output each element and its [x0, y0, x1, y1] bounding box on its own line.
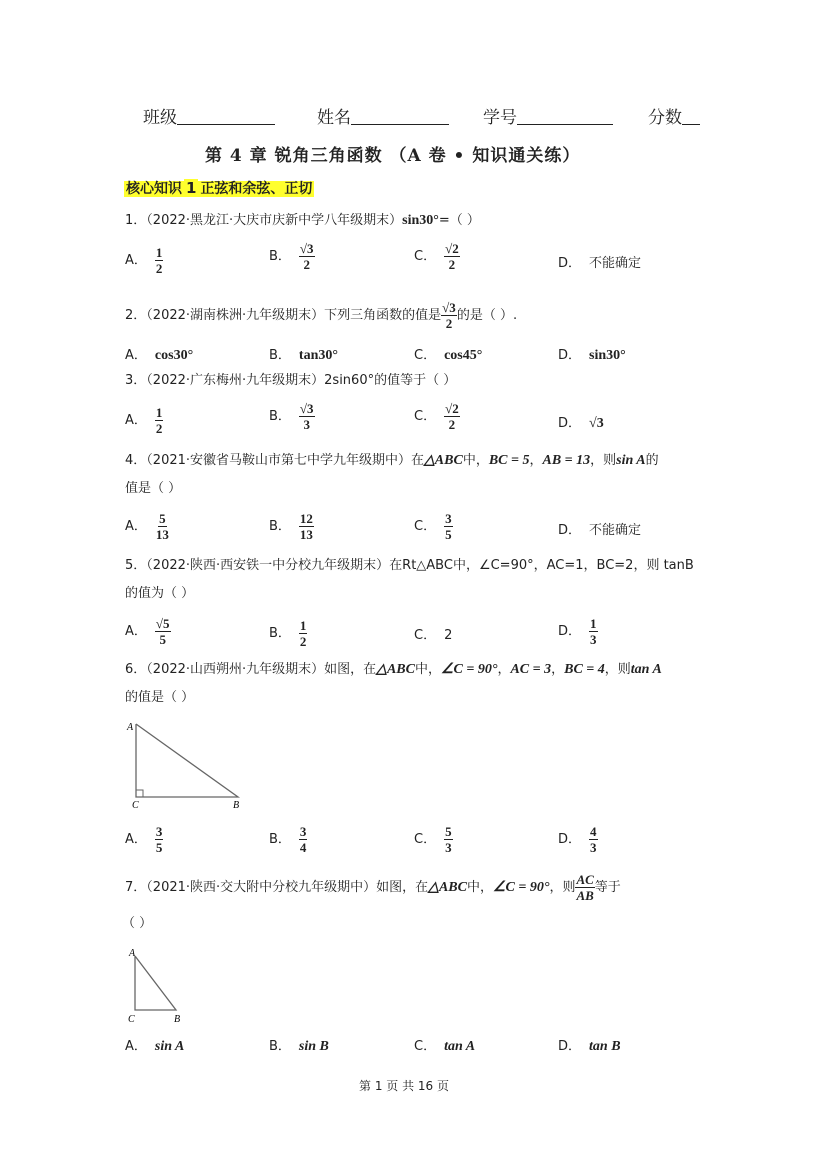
frac-num: √3 [299, 401, 314, 416]
q7-text: 等于 [594, 880, 621, 895]
q5-option-a[interactable] [125, 616, 171, 647]
q7-fraction [575, 872, 594, 903]
frac-num: 1 [155, 245, 163, 260]
q6-text: ，则 [604, 662, 631, 677]
option-letter: B． [269, 409, 291, 424]
q6-option-c[interactable] [414, 824, 453, 855]
q1-source: （2022·黑龙江·大庆市庆新中学八年级期末） [146, 213, 403, 228]
frac-num: 1 [299, 618, 307, 633]
option-letter: D． [558, 348, 582, 363]
q2-text-before: 下列三角函数的值是 [324, 308, 442, 323]
option-letter: D． [558, 256, 582, 271]
id-label: 学号 [483, 108, 517, 128]
question-1: 1．（2022·黑龙江·大庆市庆新中学八年级期末）sin30°=（ ） [125, 213, 480, 228]
frac-num: √2 [445, 401, 459, 416]
option-letter: B． [269, 348, 291, 363]
option-text: cos30° [154, 348, 194, 363]
q2-fraction [441, 300, 457, 331]
section-heading [124, 178, 314, 198]
q7-option-a[interactable] [125, 1035, 184, 1055]
q4-text: 的 [645, 453, 659, 468]
option-letter: D． [558, 523, 582, 538]
option-letter: D． [558, 624, 582, 639]
option-letter: B． [269, 832, 291, 847]
option-text: sin B [298, 1039, 329, 1054]
q1-option-c[interactable] [414, 241, 460, 272]
q4-option-a[interactable] [125, 511, 170, 542]
q4-text: 中， [462, 453, 489, 468]
frac-den: 3 [590, 840, 597, 855]
frac-num: 3 [299, 824, 307, 839]
option-letter: C． [414, 1039, 437, 1054]
option-text: √3 [589, 416, 604, 431]
q2-option-a[interactable] [125, 344, 193, 364]
q4-num: 4 [125, 453, 134, 468]
q2-text-after: 的是（ ）. [456, 308, 518, 323]
option-text: 2 [444, 628, 453, 643]
option-letter: A． [125, 1039, 147, 1054]
q4-option-b[interactable] [269, 511, 314, 542]
frac-den: 2 [155, 261, 163, 276]
frac-den: 2 [303, 257, 310, 272]
vertex-label-a: A [129, 948, 136, 959]
q3-text: 2sin60°的值等于（ ） [324, 373, 457, 388]
q4-source: （2021·安徽省马鞍山市第七中学九年级期中） [146, 453, 412, 468]
option-letter: A． [125, 413, 147, 428]
option-fraction [155, 616, 171, 647]
option-text: sin A [154, 1039, 185, 1054]
q1-num: 1 [125, 213, 134, 228]
option-letter: B． [269, 626, 291, 641]
frac-den: 5 [445, 527, 452, 542]
option-letter: B． [269, 519, 291, 534]
q6-num: 6 [125, 662, 134, 677]
q1-option-a[interactable] [125, 245, 163, 276]
frac-num: 5 [159, 511, 166, 526]
q5-text: 在Rt△ABC中，∠C=90°，AC=1，BC=2，则 tanB [389, 558, 694, 573]
q4-eq2: AB = 13 [542, 453, 591, 468]
q6-text: 如图，在 [324, 662, 377, 677]
q6-option-a[interactable] [125, 824, 163, 855]
q3-source: （2022·广东梅州·九年级期末） [146, 373, 325, 388]
q6-text: 中， [414, 662, 441, 677]
option-text: 不能确定 [589, 523, 642, 538]
section-prefix: 核心知识 [126, 181, 182, 197]
q5-source: （2022·陕西·西安铁一中分校九年级期末） [146, 558, 390, 573]
frac-den: 2 [155, 421, 163, 436]
q3-option-d[interactable] [558, 412, 604, 432]
frac-den: 2 [448, 257, 456, 272]
name-field [317, 103, 449, 128]
q5-num: 5 [125, 558, 134, 573]
option-letter: A． [125, 519, 147, 534]
score-field [648, 103, 700, 128]
question-3: 3．（2022·广东梅州·九年级期末）2sin60°的值等于（ ） [125, 373, 457, 388]
frac-den: 3 [590, 632, 597, 647]
option-fraction [589, 824, 598, 855]
frac-num: √2 [445, 241, 459, 256]
section-number: 1 [186, 179, 197, 197]
option-letter: A． [125, 253, 147, 268]
option-fraction [299, 511, 314, 542]
q4-eq1: BC = 5 [488, 453, 530, 468]
q6-triangle-figure [124, 716, 248, 812]
score-blank[interactable] [682, 108, 700, 125]
frac-num: 3 [155, 824, 163, 839]
question-2: 2．（2022·湖南株洲·九年级期末）下列三角函数的值是 $\frac{√3}{2}$ 的是（ ）. [125, 300, 518, 331]
q4-line2: 值是（ ） [125, 481, 182, 496]
option-letter: C． [414, 519, 437, 534]
frac-den: AB [576, 888, 594, 903]
option-letter: D． [558, 1039, 582, 1054]
frac-den: 2 [299, 634, 307, 649]
question-5: 5．（2022·陕西·西安铁一中分校九年级期末）在Rt△ABC中，∠C=90°，AC=1，BC=2，则 tanB [125, 558, 694, 573]
q4-option-d[interactable] [558, 519, 641, 538]
frac-den: 4 [299, 840, 307, 855]
section-topic: 正弦和余弦、正切 [200, 181, 313, 197]
question-4: 4．（2021·安徽省马鞍山市第七中学九年级期中）在△ABC中，BC = 5，AB = 13，则sin A的 [125, 453, 659, 468]
q7-option-c[interactable] [414, 1035, 475, 1055]
q2-num: 2 [125, 308, 134, 323]
option-letter: A． [125, 624, 147, 639]
q5-option-d[interactable] [558, 616, 598, 647]
q5-line2: 的值为（ ） [125, 586, 195, 601]
q6-option-d[interactable] [558, 824, 598, 855]
option-letter: C． [414, 249, 437, 264]
q2-option-d[interactable] [558, 344, 626, 364]
class-field [143, 103, 275, 128]
option-letter: C． [414, 832, 437, 847]
q3-option-c[interactable] [414, 401, 460, 432]
frac-den: 13 [155, 527, 169, 542]
option-fraction [299, 618, 308, 649]
option-text: tan30° [298, 348, 338, 363]
right-angle-mark [136, 790, 143, 797]
frac-num: 1 [155, 405, 163, 420]
q3-option-b[interactable] [269, 401, 315, 432]
q7-option-d[interactable] [558, 1035, 621, 1055]
option-letter: D． [558, 416, 582, 431]
option-text: tan B [589, 1039, 621, 1054]
q6-eq2: AC = 3 [510, 662, 552, 677]
frac-num: 4 [590, 824, 597, 839]
q7-num: 7 [125, 880, 134, 895]
name-blank[interactable] [351, 108, 449, 125]
q2-option-b[interactable] [269, 344, 338, 364]
vertex-label-c: C [128, 1014, 135, 1025]
option-letter: B． [269, 1039, 291, 1054]
question-7: 7．（2021·陕西·交大附中分校九年级期中）如图，在△ABC中，∠C = 90°，则 $\frac{AC}{AB}$ 等于 [125, 872, 621, 903]
frac-den: 3 [445, 840, 452, 855]
option-letter: C． [414, 409, 437, 424]
option-text: tan A [444, 1039, 476, 1054]
q7-text: ，则 [549, 880, 576, 895]
q2-option-c[interactable] [414, 344, 482, 364]
page-footer: 第 1 页 共 16 页 [359, 1079, 449, 1093]
question-6: 6．（2022·山西朔州·九年级期末）如图，在△ABC中，∠C = 90°，AC = 3，BC = 4，则tan A [125, 662, 662, 677]
q1-option-d[interactable] [558, 252, 641, 271]
frac-num: 3 [445, 511, 452, 526]
q2-source: （2022·湖南株洲·九年级期末） [146, 308, 325, 323]
option-fraction [444, 824, 453, 855]
frac-num: 12 [299, 511, 313, 526]
option-letter: C． [414, 348, 437, 363]
vertex-label-b: B [174, 1014, 181, 1025]
q6-option-b[interactable] [269, 824, 307, 855]
q6-expr: tan A [630, 662, 662, 677]
option-fraction [299, 824, 308, 855]
frac-den: 2 [445, 316, 453, 331]
score-label: 分数 [648, 108, 682, 128]
q7-line2: （ ） [122, 916, 153, 931]
q7-triangle: △ABC [428, 880, 467, 895]
vertex-label-b: B [233, 800, 240, 811]
q7-text: 中， [466, 880, 493, 895]
name-label: 姓名 [317, 108, 351, 128]
q5-option-b[interactable] [269, 618, 307, 649]
option-fraction [155, 511, 170, 542]
option-text: cos45° [444, 348, 483, 363]
class-label: 班级 [143, 108, 177, 128]
vertex-label-c: C [132, 800, 139, 811]
q6-triangle: △ABC [376, 662, 415, 677]
frac-num: 1 [590, 616, 597, 631]
frac-den: 3 [303, 417, 310, 432]
frac-num: √5 [155, 616, 170, 631]
triangle-outline [135, 956, 176, 1010]
q7-triangle-figure [124, 946, 188, 1028]
option-fraction [444, 241, 460, 272]
option-fraction [444, 401, 460, 432]
option-fraction [299, 241, 315, 272]
q1-expr: sin30° [402, 213, 439, 228]
id-blank[interactable] [517, 108, 613, 125]
q7-option-b[interactable] [269, 1035, 329, 1055]
option-letter: A． [125, 348, 147, 363]
q4-option-c[interactable] [414, 511, 453, 542]
frac-den: 2 [448, 417, 456, 432]
frac-den: 5 [159, 632, 166, 647]
class-blank[interactable] [177, 108, 275, 125]
option-letter: C． [414, 628, 437, 643]
q7-source: （2021·陕西·交大附中分校九年级期中） [146, 880, 377, 895]
option-fraction [589, 616, 598, 647]
q4-text: 在 [411, 453, 425, 468]
q7-text: 如图，在 [376, 880, 429, 895]
id-field [483, 103, 613, 128]
option-text: sin30° [589, 348, 626, 363]
q7-eq1: ∠C = 90° [492, 880, 550, 895]
frac-num: 5 [445, 824, 452, 839]
triangle-outline [136, 724, 238, 797]
q6-source: （2022·山西朔州·九年级期末） [146, 662, 325, 677]
q4-triangle: △ABC [424, 453, 463, 468]
frac-den: 13 [299, 527, 313, 542]
option-fraction [444, 511, 453, 542]
q4-text: ，则 [590, 453, 617, 468]
frac-den: 5 [155, 840, 163, 855]
frac-num: √3 [299, 241, 314, 256]
q4-expr: sin A [616, 453, 646, 468]
option-letter: D． [558, 832, 582, 847]
frac-num: √3 [442, 300, 456, 315]
q6-eq1: ∠C = 90° [440, 662, 498, 677]
option-letter: A． [125, 832, 147, 847]
option-fraction [155, 405, 164, 436]
option-text: 不能确定 [589, 256, 642, 271]
frac-num: AC [576, 872, 594, 887]
page-title: 第 4 章 锐角三角函数 （A 卷 • 知识通关练） [205, 146, 581, 166]
option-fraction [299, 401, 315, 432]
option-fraction [155, 824, 164, 855]
option-letter: B． [269, 249, 291, 264]
q5-option-c[interactable] [414, 624, 452, 643]
q1-option-b[interactable] [269, 241, 315, 272]
q6-line2: 的值是（ ） [125, 690, 195, 705]
q3-option-a[interactable] [125, 405, 163, 436]
q6-eq3: BC = 4 [564, 662, 605, 677]
q1-tail: =（ ） [438, 213, 480, 228]
option-fraction [155, 245, 164, 276]
q3-num: 3 [125, 373, 134, 388]
vertex-label-a: A [127, 722, 134, 733]
